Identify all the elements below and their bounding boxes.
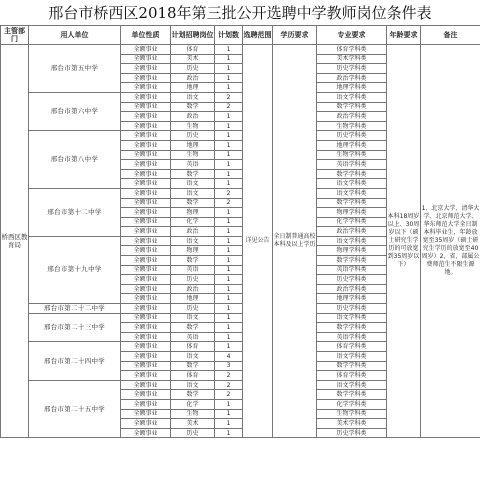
major-cell: 语文学科类 — [317, 380, 387, 390]
count-cell: 1 — [215, 313, 243, 323]
position-cell: 地理 — [171, 294, 215, 304]
position-cell: 英语 — [171, 265, 215, 275]
unit-type-cell: 全额事业 — [121, 160, 171, 170]
position-cell: 历史 — [171, 131, 215, 141]
count-cell: 1 — [215, 160, 243, 170]
unit-type-cell: 全额事业 — [121, 217, 171, 227]
table-row — [1, 45, 480, 55]
major-cell: 英语学科类 — [317, 265, 387, 275]
major-cell: 数学学科类 — [317, 256, 387, 266]
unit-type-cell: 全额事业 — [121, 265, 171, 275]
header-method: 选聘范围 — [243, 26, 273, 45]
count-cell: 1 — [215, 121, 243, 131]
unit-type-cell: 全额事业 — [121, 409, 171, 419]
count-cell: 2 — [215, 380, 243, 390]
unit-type-cell: 全额事业 — [121, 256, 171, 266]
header-education: 学历要求 — [273, 26, 317, 45]
employer-cell: 邢台市第十二中学 — [29, 188, 121, 236]
unit-type-cell: 全额事业 — [121, 246, 171, 256]
position-cell: 生物 — [171, 121, 215, 131]
header-row — [1, 26, 480, 45]
unit-type-cell: 全额事业 — [121, 131, 171, 141]
header-notes: 备注 — [421, 26, 480, 45]
position-cell: 物理 — [171, 246, 215, 256]
major-cell: 数学学科类 — [317, 102, 387, 112]
position-cell: 体育 — [171, 371, 215, 381]
position-cell: 语文 — [171, 188, 215, 198]
position-cell: 地理 — [171, 140, 215, 150]
count-cell: 1 — [215, 54, 243, 64]
unit-type-cell: 全额事业 — [121, 361, 171, 371]
count-cell: 1 — [215, 332, 243, 342]
position-cell: 政治 — [171, 284, 215, 294]
unit-type-cell: 全额事业 — [121, 188, 171, 198]
count-cell: 4 — [215, 352, 243, 362]
count-cell: 1 — [215, 83, 243, 93]
major-cell: 物理学科类 — [317, 208, 387, 218]
unit-type-cell: 全额事业 — [121, 54, 171, 64]
employer-cell: 邢台市第二十三中学 — [29, 313, 121, 342]
position-cell: 语文 — [171, 92, 215, 102]
employer-cell: 邢台市第八中学 — [29, 131, 121, 189]
unit-type-cell: 全额事业 — [121, 323, 171, 333]
count-cell: 2 — [215, 390, 243, 400]
header-employer: 用人单位 — [29, 26, 121, 45]
count-cell: 1 — [215, 419, 243, 429]
count-cell: 1 — [215, 304, 243, 314]
major-cell: 语文学科类 — [317, 92, 387, 102]
count-cell: 1 — [215, 131, 243, 141]
major-cell: 物理学科类 — [317, 246, 387, 256]
major-cell: 语文学科类 — [317, 352, 387, 362]
count-cell: 1 — [215, 275, 243, 285]
position-cell: 语文 — [171, 380, 215, 390]
major-cell: 体育学科类 — [317, 45, 387, 55]
count-cell: 1 — [215, 256, 243, 266]
unit-type-cell: 全额事业 — [121, 121, 171, 131]
major-cell: 数学学科类 — [317, 390, 387, 400]
position-cell: 体育 — [171, 342, 215, 352]
count-cell: 3 — [215, 361, 243, 371]
position-cell: 生物 — [171, 409, 215, 419]
count-cell: 1 — [215, 284, 243, 294]
count-cell: 1 — [215, 150, 243, 160]
major-cell: 地理学科类 — [317, 140, 387, 150]
position-cell: 历史 — [171, 64, 215, 74]
major-cell: 化学学科类 — [317, 217, 387, 227]
header-major: 专业要求 — [317, 26, 387, 45]
position-cell: 物理 — [171, 208, 215, 218]
position-cell: 历史 — [171, 275, 215, 285]
position-cell: 数学 — [171, 361, 215, 371]
unit-type-cell: 全额事业 — [121, 294, 171, 304]
position-cell: 体育 — [171, 45, 215, 55]
major-cell: 地理学科类 — [317, 294, 387, 304]
count-cell: 1 — [215, 399, 243, 409]
unit-type-cell: 全额事业 — [121, 198, 171, 208]
count-cell: 2 — [215, 92, 243, 102]
employer-cell: 邢台市第二十五中学 — [29, 380, 121, 438]
major-cell: 数学学科类 — [317, 169, 387, 179]
unit-type-cell: 全额事业 — [121, 64, 171, 74]
count-cell: 1 — [215, 73, 243, 83]
count-cell: 1 — [215, 294, 243, 304]
count-cell: 1 — [215, 236, 243, 246]
major-cell: 政治学科类 — [317, 112, 387, 122]
dept-cell: 桥西区教育局 — [1, 45, 29, 438]
employer-cell: 邢台市第二十四中学 — [29, 342, 121, 380]
unit-type-cell: 全额事业 — [121, 169, 171, 179]
position-cell: 数学 — [171, 102, 215, 112]
major-cell: 历史学科类 — [317, 131, 387, 141]
major-cell: 地理学科类 — [317, 83, 387, 93]
major-cell: 生物学科类 — [317, 121, 387, 131]
positions-table — [0, 25, 480, 438]
position-cell: 数学 — [171, 256, 215, 266]
position-cell: 历史 — [171, 304, 215, 314]
employer-cell: 邢台市第五中学 — [29, 45, 121, 93]
position-cell: 政治 — [171, 112, 215, 122]
position-cell: 化学 — [171, 399, 215, 409]
position-cell: 语文 — [171, 352, 215, 362]
major-cell: 生物学科类 — [317, 150, 387, 160]
unit-type-cell: 全额事业 — [121, 304, 171, 314]
count-cell: 2 — [215, 102, 243, 112]
count-cell: 2 — [215, 188, 243, 198]
unit-type-cell: 全额事业 — [121, 208, 171, 218]
positions-table-wrapper — [0, 25, 480, 480]
major-cell: 体育学科类 — [317, 342, 387, 352]
unit-type-cell: 全额事业 — [121, 284, 171, 294]
table-body — [1, 26, 480, 438]
count-cell: 1 — [215, 140, 243, 150]
header-age: 年龄要求 — [387, 26, 421, 45]
count-cell: 1 — [215, 64, 243, 74]
position-cell: 英语 — [171, 332, 215, 342]
position-cell: 历史 — [171, 428, 215, 438]
major-cell: 历史学科类 — [317, 275, 387, 285]
count-cell: 1 — [215, 227, 243, 237]
count-cell: 1 — [215, 217, 243, 227]
header-dept: 主管部门 — [1, 26, 29, 45]
count-cell: 1 — [215, 323, 243, 333]
major-cell: 生物学科类 — [317, 409, 387, 419]
position-cell: 化学 — [171, 217, 215, 227]
major-cell: 化学学科类 — [317, 399, 387, 409]
count-cell: 1 — [215, 409, 243, 419]
major-cell: 美术学科类 — [317, 419, 387, 429]
position-cell: 数学 — [171, 198, 215, 208]
unit-type-cell: 全额事业 — [121, 332, 171, 342]
major-cell: 语文学科类 — [317, 179, 387, 189]
count-cell: 1 — [215, 169, 243, 179]
count-cell: 1 — [215, 265, 243, 275]
position-cell: 地理 — [171, 83, 215, 93]
unit-type-cell: 全额事业 — [121, 236, 171, 246]
unit-type-cell: 全额事业 — [121, 371, 171, 381]
unit-type-cell: 全额事业 — [121, 390, 171, 400]
unit-type-cell: 全额事业 — [121, 313, 171, 323]
major-cell: 英语学科类 — [317, 160, 387, 170]
position-cell: 美术 — [171, 419, 215, 429]
unit-type-cell: 全额事业 — [121, 352, 171, 362]
unit-type-cell: 全额事业 — [121, 140, 171, 150]
age-cell: 本科18周岁以上、30周岁以下（硕士研究生学历的可放宽到35周岁以下） — [387, 45, 421, 438]
count-cell: 1 — [215, 428, 243, 438]
major-cell: 英语学科类 — [317, 332, 387, 342]
position-cell: 语文 — [171, 236, 215, 246]
page-title: 邢台市桥西区2018年第三批公开选聘中学教师岗位条件表 — [48, 4, 432, 22]
position-cell: 数学 — [171, 390, 215, 400]
major-cell: 历史学科类 — [317, 64, 387, 74]
method-cell: 详见公告 — [243, 45, 273, 438]
major-cell: 政治学科类 — [317, 227, 387, 237]
count-cell: 1 — [215, 45, 243, 55]
header-unit-type: 单位性质 — [121, 26, 171, 45]
header-count: 计划数 — [215, 26, 243, 45]
header-position: 计划招聘岗位 — [171, 26, 215, 45]
unit-type-cell: 全额事业 — [121, 342, 171, 352]
position-cell: 语文 — [171, 313, 215, 323]
unit-type-cell: 全额事业 — [121, 102, 171, 112]
major-cell: 政治学科类 — [317, 284, 387, 294]
unit-type-cell: 全额事业 — [121, 92, 171, 102]
count-cell: 1 — [215, 179, 243, 189]
education-cell: 全日制普通高校本科及以上学历 — [273, 45, 317, 438]
position-cell: 数学 — [171, 169, 215, 179]
major-cell: 历史学科类 — [317, 428, 387, 438]
major-cell: 数学学科类 — [317, 361, 387, 371]
position-cell: 美术 — [171, 54, 215, 64]
unit-type-cell: 全额事业 — [121, 399, 171, 409]
count-cell: 1 — [215, 112, 243, 122]
major-cell: 语文学科类 — [317, 236, 387, 246]
unit-type-cell: 全额事业 — [121, 227, 171, 237]
position-cell: 政治 — [171, 73, 215, 83]
position-cell: 生物 — [171, 150, 215, 160]
position-cell: 政治 — [171, 227, 215, 237]
major-cell: 语文学科类 — [317, 313, 387, 323]
unit-type-cell: 全额事业 — [121, 112, 171, 122]
count-cell: 2 — [215, 198, 243, 208]
position-cell: 语文 — [171, 179, 215, 189]
unit-type-cell: 全额事业 — [121, 419, 171, 429]
position-cell: 英语 — [171, 160, 215, 170]
unit-type-cell: 全额事业 — [121, 428, 171, 438]
major-cell: 数学学科类 — [317, 323, 387, 333]
major-cell: 美术学科类 — [317, 54, 387, 64]
major-cell: 历史学科类 — [317, 304, 387, 314]
unit-type-cell: 全额事业 — [121, 179, 171, 189]
major-cell: 语文学科类 — [317, 188, 387, 198]
employer-cell: 邢台市第十九中学 — [29, 236, 121, 303]
count-cell: 1 — [215, 246, 243, 256]
major-cell: 体育学科类 — [317, 371, 387, 381]
major-cell: 政治学科类 — [317, 73, 387, 83]
count-cell: 1 — [215, 342, 243, 352]
position-cell: 数学 — [171, 323, 215, 333]
major-cell: 数学学科类 — [317, 198, 387, 208]
employer-cell: 邢台市第六中学 — [29, 92, 121, 130]
unit-type-cell: 全额事业 — [121, 83, 171, 93]
unit-type-cell: 全额事业 — [121, 45, 171, 55]
count-cell: 1 — [215, 208, 243, 218]
count-cell: 2 — [215, 371, 243, 381]
unit-type-cell: 全额事业 — [121, 380, 171, 390]
unit-type-cell: 全额事业 — [121, 73, 171, 83]
unit-type-cell: 全额事业 — [121, 150, 171, 160]
notes-cell: 1、北京大学、清华大学、北京师范大学、华东师范大学全日制本科毕业生，年龄放宽至35周岁（硕士研究生学历的放宽至40周岁）2、省、部属公费师范生不限生源地。 — [421, 45, 480, 438]
employer-cell: 邢台市第二十二中学 — [29, 304, 121, 314]
unit-type-cell: 全额事业 — [121, 275, 171, 285]
